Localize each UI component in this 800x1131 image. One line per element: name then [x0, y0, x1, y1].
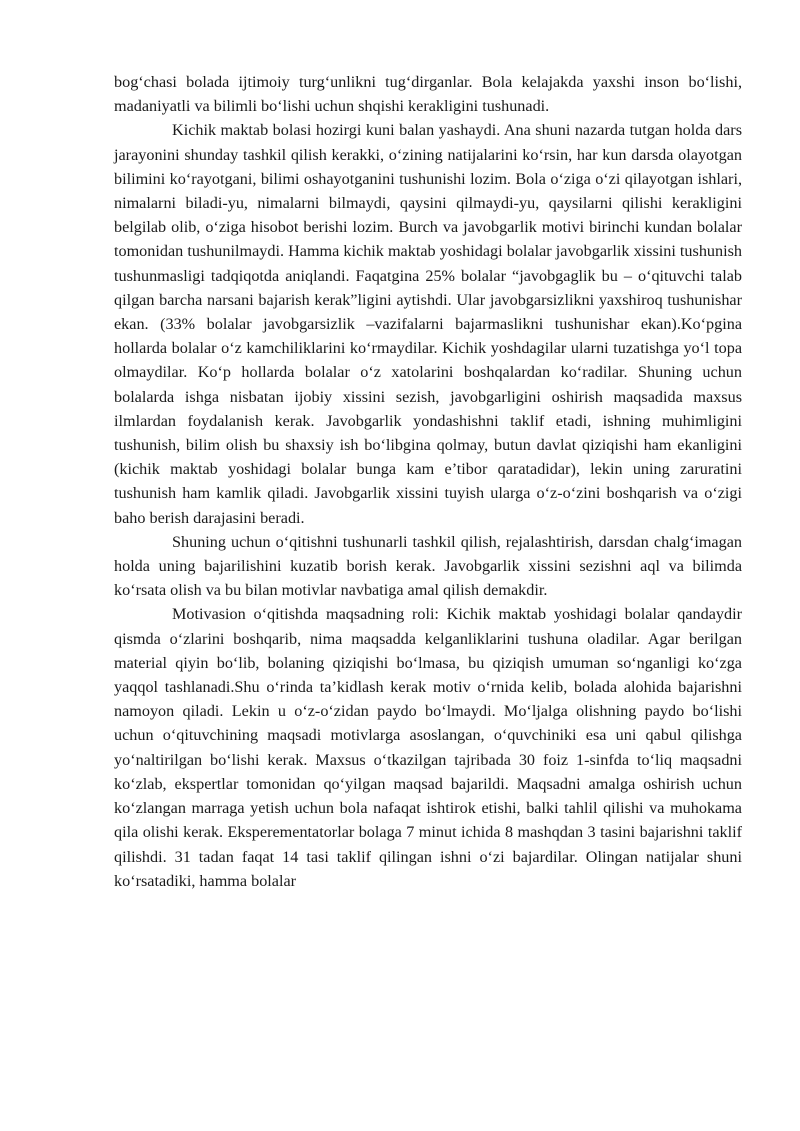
paragraph-3: Shuning uchun o‘qitishni tushunarli tashkil qilish, rejalashtirish, darsdan chalg‘imagan holda uning bajarilishini kuzatib borish kerak. Javobgarlik xissini sezishni aql va bilimda ko‘rsata olish va bu bilan motivlar navbatiga amal qilish demakdir.	[114, 532, 742, 600]
document-page	[114, 70, 742, 893]
paragraph-4: Motivasion o‘qitishda maqsadning roli: Kichik maktab yoshidagi bolalar qandaydir qismda o‘zlarini boshqarib, nima maqsadda kelganliklarini tushuna oladilar. Agar berilgan material qiyin bo‘lib, bolaning qiziqishi bo‘lmasa, bu qiziqish umuman so‘nganligi ko‘zga yaqqol tashlanadi.Shu o‘rinda ta’kidlash kerak motiv o‘rnida kelib, bolada alohida bajarishni namoyon qiladi. Lekin u o‘z-o‘zidan paydo bo‘lmaydi. Mo‘ljalga olishning paydo bo‘lishi uchun o‘qituvchining maqsadi motivlarga asoslangan, o‘quvchiniki esa uni qabul qilishga yo‘naltirilgan bo‘lishi kerak. Maxsus o‘tkazilgan tajribada 30 foiz 1-sinfda to‘liq maqsadni ko‘zlab, ekspertlar tomonidan qo‘yilgan maqsad bajarildi. Maqsadni amalga oshirish uchun ko‘zlangan marraga yetish uchun bola nafaqat ishtirok etishi, balki tahlil qilishi va muhokama qila olishi kerak. Eksperementatorlar bolaga 7 minut ichida 8 mashqdan 3 tasini bajarishni taklif qilishdi. 31 tadan faqat 14 tasi taklif qilingan ishni o‘zi bajardilar. Olingan natijalar shuni ko‘rsatadiki, hamma bolalar	[114, 605, 742, 890]
paragraph-2: Kichik maktab bolasi hozirgi kuni balan yashaydi. Ana shuni nazarda tutgan holda dars jarayonini shunday tashkil qilish kerakki, o‘zining natijalarini ko‘rsin, har kun darsda olayotgan bilimini ko‘rayotgani, bilimi oshayotganini tushunishi lozim. Bola o‘ziga o‘zi qilayotgan ishlari, nimalarni biladi-yu, nimalarni bilmaydi, qaysini qilmaydi-yu, qaysilarni qilishi kerakligini belgilab olib, o‘ziga hisobot berishi lozim. Burch va javobgarlik motivi birinchi kundan bolalar tomonidan tushunilmaydi. Hamma kichik maktab yoshidagi bolalar javobgarlik xissini tushunish tushunmasligi tadqiqotda aniqlandi. Faqatgina 25% bolalar “javobgaglik bu – o‘qituvchi talab qilgan barcha narsani bajarish kerak”ligini aytishdi. Ular javobgarsizlikni yaxshiroq tushunishar ekan. (33% bolalar javobgarsizlik –vazifalarni bajarmaslikni tushunishar ekan).Ko‘pgina hollarda bolalar o‘z kamchiliklarini ko‘rmaydilar. Kichik yoshdagilar ularni tuzatishga yo‘l topa olmaydilar. Ko‘p hollarda bolalar o‘z xatolarini boshqalardan ko‘radilar. Shuning uchun bolalarda ishga nisbatan ijobiy xissini sezish, javobgarligini oshirish maqsadida maxsus ilmlardan foydalanish kerak. Javobgarlik yondashishni taklif etadi, ishning muhimligini tushunish, bilim olish bu shaxsiy ish bo‘libgina qolmay, butun davlat qiziqishi ham ekanligini (kichik maktab yoshidagi bolalar bunga kam e’tibor qaratadidar), lekin uning zaruratini tushunish ham kamlik qiladi. Javobgarlik xissini tuyish ularga o‘z-o‘zini boshqarish va o‘zigi baho berish darajasini beradi.	[114, 121, 742, 527]
paragraph-1: bog‘chasi bolada ijtimoiy turg‘unlikni tug‘dirganlar. Bola kelajakda yaxshi inson bo‘lishi, madaniyatli va bilimli bo‘lishi uchun shqishi kerakligini tushunadi.	[114, 73, 742, 116]
